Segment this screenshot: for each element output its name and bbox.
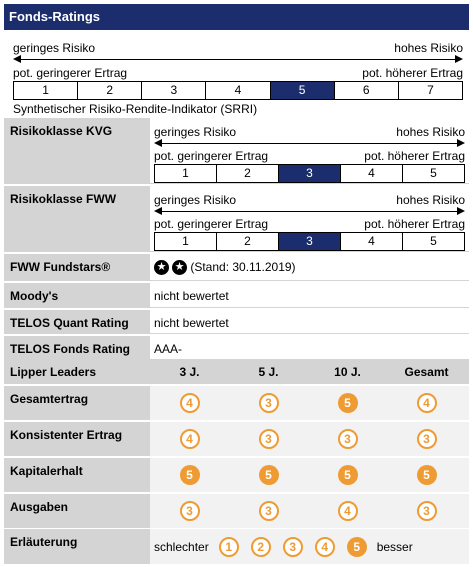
row-label: Erläuterung — [4, 529, 150, 564]
srri-caption: Synthetischer Risiko-Rendite-Indikator (SRRI) — [13, 102, 258, 116]
lipper-badge-3: 3 — [417, 429, 437, 449]
row-value: nicht bewertet — [150, 310, 469, 334]
row-risikoklasse-fww — [4, 185, 469, 252]
lipper-row — [4, 421, 469, 456]
lipper-legend-row — [4, 528, 469, 564]
fundstars-date: (Stand: 30.11.2019) — [190, 260, 296, 274]
scale-cell-2: 2 — [78, 82, 142, 99]
risk-low-label: geringes Risiko — [154, 125, 237, 139]
section-header — [4, 4, 469, 30]
row-label: Ausgaben — [4, 494, 150, 528]
scale-cell-2: 2 — [217, 165, 279, 182]
row-label: Moody's — [4, 283, 150, 308]
yield-high-label: pot. höherer Ertrag — [362, 66, 463, 80]
row-label: FWW Fundstars® — [4, 254, 150, 281]
lipper-badge-4: 4 — [315, 537, 335, 557]
fundstars-rating — [154, 260, 187, 275]
row-label: Kapitalerhalt — [4, 458, 150, 492]
scale-cell-4: 4 — [341, 233, 403, 250]
risk-arrow — [154, 208, 465, 216]
yield-low-label: pot. geringerer Ertrag — [13, 66, 128, 80]
row-label: TELOS Quant Rating — [4, 310, 150, 334]
risk-arrow — [154, 140, 465, 148]
legend-better: besser — [376, 539, 413, 554]
scale-cell-6: 6 — [335, 82, 399, 99]
row-label: Risikoklasse FWW — [4, 186, 150, 252]
lipper-header — [4, 360, 469, 384]
lipper-badge-3: 3 — [283, 537, 303, 557]
lipper-badge-3: 3 — [180, 501, 200, 521]
row-telos-quant — [4, 309, 469, 334]
lipper-badge-5: 5 — [347, 537, 367, 557]
scale-cell-2: 2 — [217, 233, 279, 250]
lipper-badge-1: 1 — [219, 537, 239, 557]
scale-cell-7: 7 — [427, 83, 434, 97]
lipper-badge-5: 5 — [338, 393, 358, 413]
lipper-row — [4, 385, 469, 420]
row-label: Risikoklasse KVG — [4, 118, 150, 184]
lipper-badge-4: 4 — [180, 429, 200, 449]
scale-cell-1: 1 — [155, 233, 217, 250]
legend-worse: schlechter — [154, 539, 209, 554]
lipper-col-10y: 10 J. — [334, 365, 361, 379]
yield-low-label: pot. geringerer Ertrag — [154, 217, 269, 231]
lipper-badge-5: 5 — [180, 465, 200, 485]
risk-high-label: hohes Risiko — [396, 193, 465, 207]
row-value: AAA- — [150, 336, 469, 360]
lipper-col-3y: 3 J. — [179, 365, 200, 379]
scale-cell-1: 1 — [14, 82, 78, 99]
lipper-col-5y: 5 J. — [258, 365, 279, 379]
scale-cell-5: 5 — [430, 166, 437, 180]
yield-high-label: pot. höherer Ertrag — [364, 149, 465, 163]
scale-cell-3: 3 — [142, 82, 206, 99]
risk-arrow — [13, 56, 463, 64]
lipper-badge-4: 4 — [417, 393, 437, 413]
lipper-badge-3: 3 — [338, 429, 358, 449]
section-title: Fonds-Ratings — [9, 9, 100, 24]
lipper-badge-4: 4 — [338, 501, 358, 521]
yield-high-label: pot. höherer Ertrag — [364, 217, 465, 231]
row-value: nicht bewertet — [150, 283, 469, 308]
lipper-row — [4, 493, 469, 528]
star-icon: ★ — [172, 260, 187, 275]
lipper-badge-4: 4 — [180, 393, 200, 413]
legend-badges — [219, 537, 367, 557]
lipper-title: Lipper Leaders — [10, 365, 97, 379]
lipper-badge-5: 5 — [259, 465, 279, 485]
risk-low-label: geringes Risiko — [13, 41, 96, 55]
scale-cell-4: 4 — [341, 165, 403, 182]
kvg-scale — [154, 164, 465, 183]
lipper-badge-3: 3 — [259, 501, 279, 521]
srri-scale — [13, 81, 463, 100]
risk-low-label: geringes Risiko — [154, 193, 237, 207]
row-fww-fundstars — [4, 253, 469, 281]
scale-cell-4: 4 — [206, 82, 270, 99]
lipper-badge-3: 3 — [417, 501, 437, 521]
scale-cell-5: 5 — [271, 82, 335, 99]
star-icon: ★ — [154, 260, 169, 275]
lipper-badge-5: 5 — [417, 465, 437, 485]
row-label: Konsistenter Ertrag — [4, 422, 150, 456]
lipper-badge-2: 2 — [251, 537, 271, 557]
risk-high-label: hohes Risiko — [394, 41, 463, 55]
risk-high-label: hohes Risiko — [396, 125, 465, 139]
lipper-row — [4, 457, 469, 492]
row-risikoklasse-kvg — [4, 117, 469, 184]
lipper-col-total: Gesamt — [404, 365, 449, 379]
lipper-badge-3: 3 — [259, 393, 279, 413]
scale-cell-3: 3 — [279, 233, 341, 250]
fww-scale — [154, 232, 465, 251]
row-label: Gesamtertrag — [4, 386, 150, 420]
row-label: TELOS Fonds Rating — [4, 336, 150, 360]
row-telos-fonds — [4, 335, 469, 360]
scale-cell-5: 5 — [430, 234, 437, 248]
row-moodys — [4, 282, 469, 308]
lipper-badge-5: 5 — [338, 465, 358, 485]
scale-cell-1: 1 — [155, 165, 217, 182]
srri-block — [4, 30, 469, 116]
scale-cell-3: 3 — [279, 165, 341, 182]
lipper-badge-3: 3 — [259, 429, 279, 449]
yield-low-label: pot. geringerer Ertrag — [154, 149, 269, 163]
